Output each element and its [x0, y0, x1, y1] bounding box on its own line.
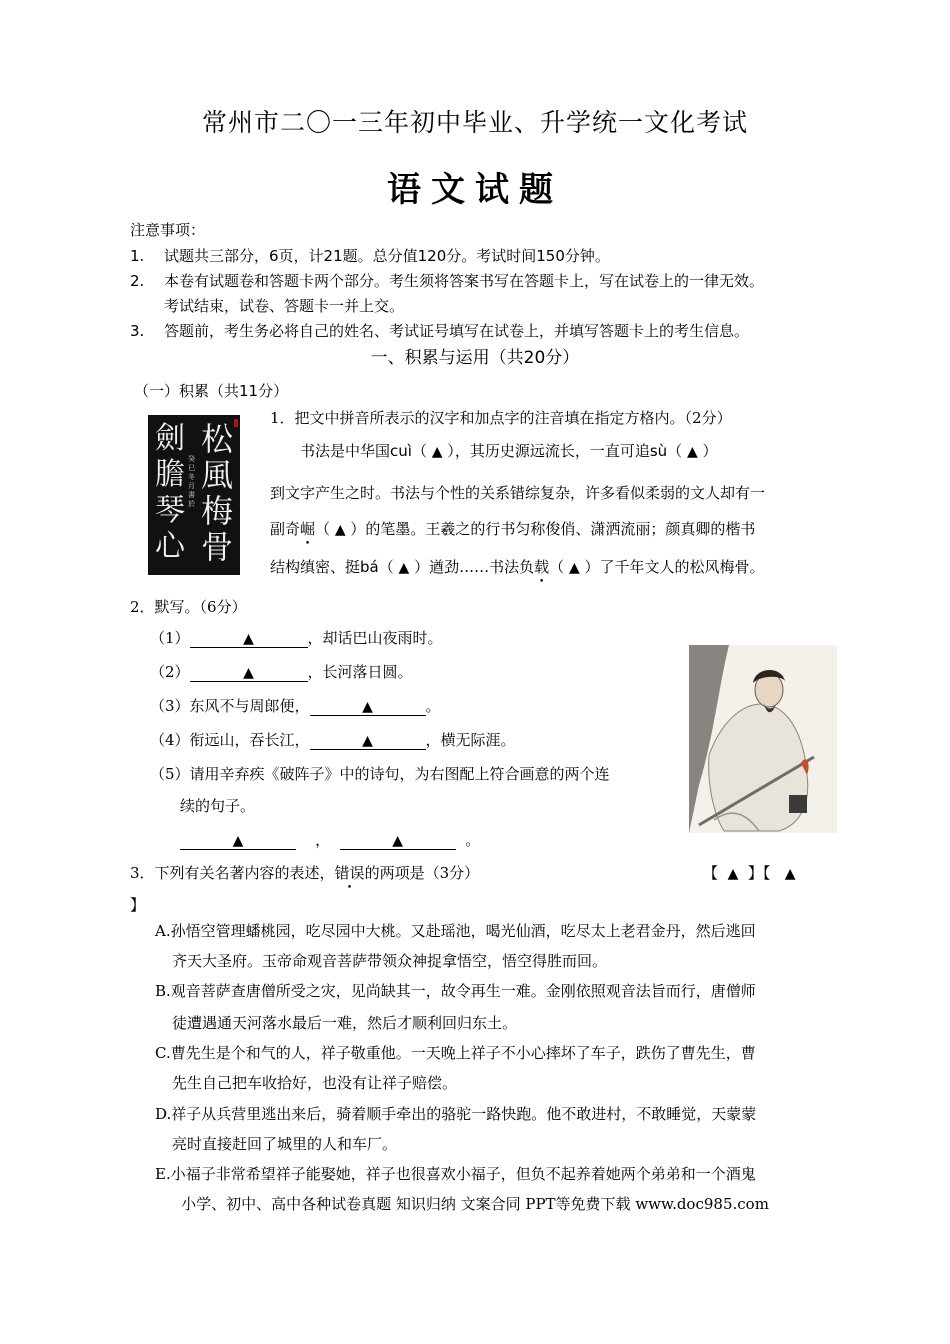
answer-triangle: ▲	[392, 833, 404, 849]
q2-prefix: （1）	[150, 629, 190, 647]
q1-text: 书法是中华国	[300, 442, 391, 460]
notice-item-1	[130, 245, 610, 266]
notice-item-2-continuation: 考试结束，试卷、答题卡一并上交。	[164, 297, 405, 315]
answer-triangle: ▲	[398, 560, 410, 576]
calligraphy-inscription: 癸巳冬月書於	[188, 455, 195, 508]
paren: （	[667, 442, 683, 460]
q3-option-e-line-1: E.小福子非常希望祥子能娶她，祥子也很喜欢小福子，但负不起养着她两个弟弟和一个酒鬼	[155, 1165, 756, 1183]
q3-option-a-line-2: 齐天大圣府。玉帝命观音菩萨带领众神捉拿悟空，悟空得胜而回。	[172, 952, 608, 970]
q1-text: 遒劲……书法负	[429, 558, 535, 576]
q1-text: 了千年文人的松风梅骨。	[599, 558, 765, 576]
q3-option-d-line-1: D.祥子从兵营里逃出来后，骑着顺手牵出的骆驼一路快跑。他不敢进村，不敢睡觉，天蒙蒙	[155, 1105, 757, 1123]
subsection-heading: （一）积累（共11分）	[134, 382, 289, 400]
answer-triangle: ▲	[232, 833, 244, 849]
q1-line-4	[270, 556, 765, 577]
answer-blank[interactable]	[310, 731, 426, 750]
paren: ）	[447, 442, 455, 460]
paren: ）	[350, 520, 366, 538]
answer-blank[interactable]	[190, 629, 308, 648]
answer-triangle[interactable]: ▲	[784, 866, 796, 882]
answer-triangle: ▲	[243, 665, 254, 681]
pinyin-cui: cuì	[390, 442, 412, 460]
notice-num: 3.	[130, 322, 145, 340]
answer-triangle: ▲	[568, 560, 580, 576]
q3-text: 3．下列有关名著内容的表述，	[130, 864, 335, 882]
q2-item-3	[150, 695, 441, 716]
q2-item-2	[150, 661, 413, 682]
q2-after: ，长河落日圆。	[307, 663, 413, 681]
q2-prefix: （4）衔远山，吞长江，	[150, 731, 310, 749]
notice-text: 本卷有试题卷和答题卡两个部分。考生须将答案书写在答题卡上，写在试卷上的一律无效。	[164, 272, 765, 290]
q2-prefix: （3）东风不与周郎便，	[150, 697, 310, 715]
exam-title: 常州市二〇一三年初中毕业、升学统一文化考试	[201, 108, 748, 137]
q3-option-d-line-2: 亮时直接赶回了城里的人和车厂。	[172, 1135, 398, 1153]
q3-text: 的两项是（3分）	[364, 864, 480, 882]
q2-item-5-line-2: 续的句子。	[180, 797, 256, 815]
q3-option-b-line-2: 徒遭遇通天河落水最后一难，然后才顺利回归东土。	[172, 1014, 518, 1032]
notice-item-3	[130, 320, 749, 341]
paren: （	[378, 558, 394, 576]
answer-triangle: ▲	[334, 522, 346, 538]
q2-item-5-line-1: （5）请用辛弃疾《破阵子》中的诗句，为右图配上符合画意的两个连	[150, 765, 610, 783]
answer-triangle[interactable]: ▲	[727, 866, 739, 882]
dotted-char: 崛	[300, 520, 316, 538]
bracket: 【	[703, 864, 719, 882]
q2-item-5-answers	[180, 829, 480, 850]
q3-option-c-line-2: 先生自己把车收拾好，也没有让祥子赔偿。	[172, 1074, 458, 1092]
q2-after: ，横无际涯。	[425, 731, 516, 749]
q2-item-1	[150, 627, 443, 648]
answer-triangle: ▲	[362, 699, 373, 715]
notice-num: 2.	[130, 272, 145, 290]
paren: （	[549, 558, 565, 576]
q3-option-a-line-1: A.孙悟空管理蟠桃园，吃尽园中大桃。又赴瑶池，喝光仙酒，吃尽太上老君金丹，然后逃回	[155, 922, 756, 940]
notice-text: 答题前，考生务必将自己的姓名、考试证号填写在试卷上，并填写答题卡上的考生信息。	[164, 322, 750, 340]
footer-watermark: 小学、初中、高中各种试卷真题 知识归纳 文案合同 PPT等免费下载 www.doc985.com	[181, 1195, 769, 1213]
q2-after: 。	[425, 697, 441, 715]
notice-num: 1.	[130, 247, 145, 265]
calligraphy-right-column: 松風梅骨	[200, 420, 233, 566]
painting-image	[689, 645, 837, 833]
answer-blank[interactable]	[310, 697, 426, 716]
q3-option-c-line-1: C.曹先生是个和气的人，祥子敬重他。一天晚上祥子不小心摔坏了车子，跌伤了曹先生，曹	[155, 1044, 756, 1062]
notice-heading: 注意事项：	[130, 221, 206, 239]
dotted-char: 载	[534, 558, 550, 576]
subject-title: 语文试题	[387, 170, 563, 210]
q2-stem: 2．默写。（6分）	[130, 598, 247, 616]
calligraphy-left-column: 劍膽琴心	[155, 421, 185, 564]
q2-prefix: （2）	[150, 663, 190, 681]
bracket: 【	[762, 864, 771, 882]
paren: （	[315, 520, 331, 538]
bracket: 】	[747, 864, 763, 882]
q1-text: 副奇	[270, 520, 301, 538]
answer-triangle: ▲	[243, 631, 254, 647]
notice-item-2	[130, 270, 764, 291]
notice-text: 试题共三部分，6页，计21题。总分值120分。考试时间150分钟。	[164, 247, 610, 265]
answer-blank[interactable]	[180, 831, 296, 850]
pinyin-ba: bá	[360, 558, 379, 576]
seal-stamp-icon	[234, 419, 238, 427]
q1-stem: 1．把文中拼音所表示的汉字和加点字的注音填在指定方格内。（2分）	[270, 409, 732, 427]
q3-answer-brackets	[703, 862, 796, 883]
q3-option-b-line-1: B.观音菩萨查唐僧所受之灾，见尚缺其一，故令再生一难。金刚依照观音法旨而行，唐僧师	[155, 982, 756, 1000]
pinyin-su: sù	[649, 442, 668, 460]
period: 。	[465, 831, 481, 849]
q1-line-3	[270, 518, 755, 539]
q2-after: ，却话巴山夜雨时。	[307, 629, 443, 647]
answer-triangle: ▲	[686, 444, 698, 460]
paren: ）	[414, 558, 430, 576]
paren: （	[411, 442, 427, 460]
section-heading: 一、积累与运用（共20分）	[370, 348, 580, 368]
q1-text: 的笔墨。王羲之的行书匀称俊俏、潇洒流丽；颜真卿的楷书	[365, 520, 756, 538]
q2-item-4	[150, 729, 516, 750]
answer-blank[interactable]	[340, 831, 456, 850]
q1-line-1	[300, 440, 718, 461]
warrior-figure-icon	[689, 645, 837, 833]
q3-bracket-close: 】	[130, 896, 146, 914]
q3-stem	[130, 862, 479, 883]
answer-blank[interactable]	[190, 663, 308, 682]
q1-text: 结构缜密、挺	[270, 558, 361, 576]
dotted-char: 错误	[334, 864, 365, 882]
calligraphy-image	[148, 415, 240, 575]
comma: ，	[315, 831, 331, 849]
q1-line-2: 到文字产生之时。书法与个性的关系错综复杂，许多看似柔弱的文人却有一	[270, 484, 766, 502]
answer-triangle: ▲	[362, 733, 373, 749]
paren: ）	[584, 558, 600, 576]
q1-text: ，其历史源远流长，一直可追	[454, 442, 650, 460]
paren: ）	[702, 442, 718, 460]
answer-triangle: ▲	[431, 444, 443, 460]
